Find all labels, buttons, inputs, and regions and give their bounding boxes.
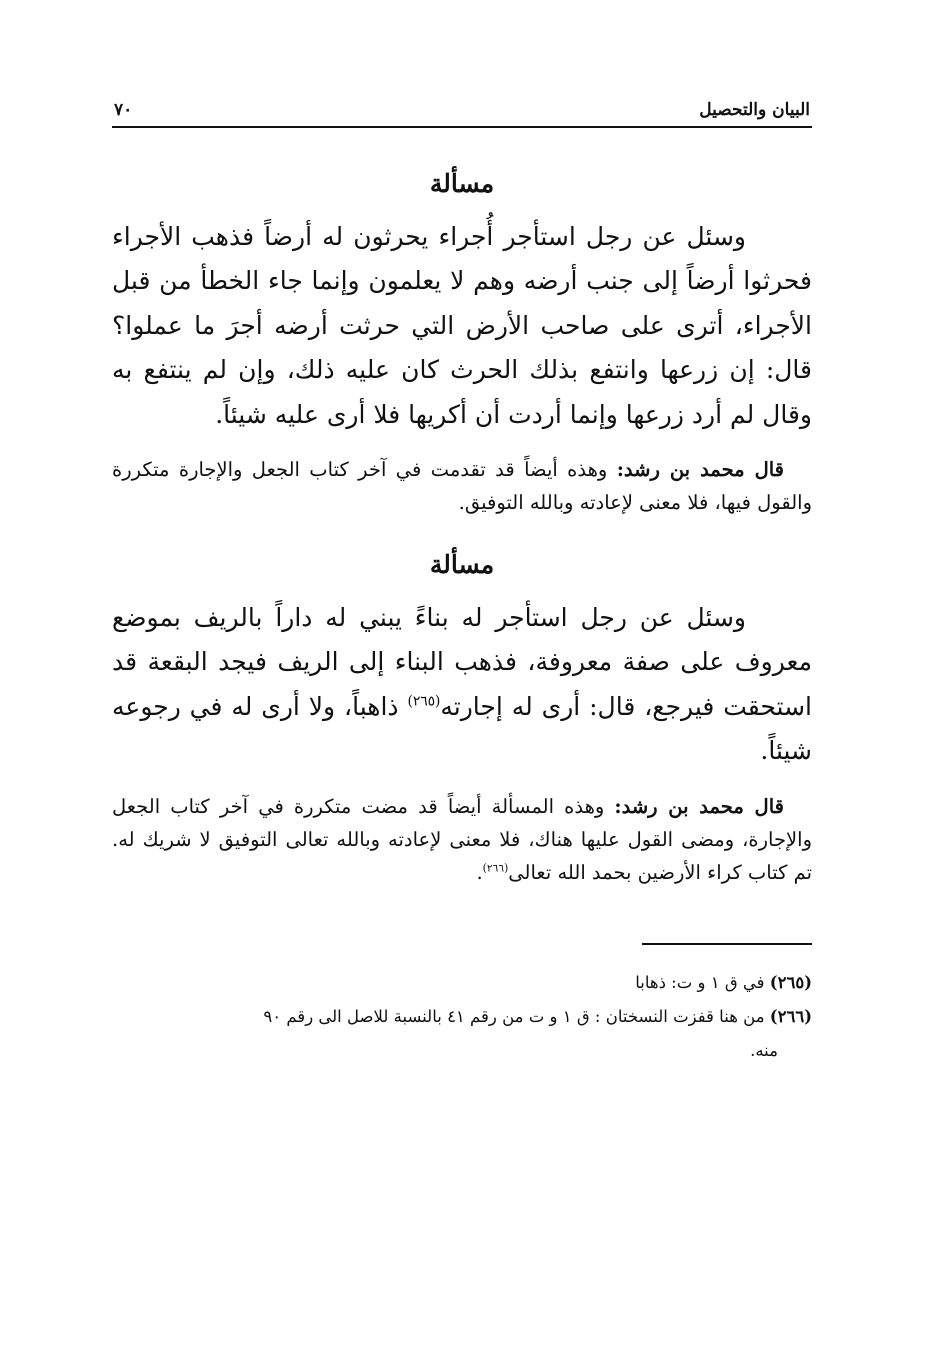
issue-title: مسألة <box>429 169 495 199</box>
footnote-text: في ق ١ و ت: ذهابا <box>635 973 770 992</box>
commentary-speaker: قال محمد بن رشد: <box>614 794 784 818</box>
question-text: وسئل عن رجل استأجر أُجراء يحرثون له أرضاً فذهب الأجراء فحرثوا أرضاً إلى جنب أرضه وهم لا يعلمون وإنما جاء الخطأ من قبل الأجراء، أترى على صاحب الأرض التي حرثت أرضه أجرَ ما عملوا؟ قال: إن زرعها وانتفع بذلك الحرث كان عليه ذلك، وإن لم ينتفع به وقال لم أرد زرعها وإنما أردت أن أكريها فلا أرى عليه شيئاً. <box>112 221 812 429</box>
commentary-text: وهذه المسألة أيضاً قد مضت متكررة في آخر كتاب الجعل والإجارة، ومضى القول عليها هناك، فلا معنى لإعادته وبالله تعالى التوفيق لا شريك له. تم كتاب كراء الأرضين بحمد الله تعالى <box>112 794 812 884</box>
commentary-text: . <box>476 860 483 884</box>
ibn-rushd-commentary <box>112 453 812 519</box>
question-text: وسئل عن رجل استأجر له بناءً يبني له داراً بالريف بموضع معروف على صفة معروفة، فذهب البناء إلى الريف فيجد البقعة قد استحقت فيرجع، قال: أرى له إجارته <box>112 602 812 721</box>
commentary-text: وهذه أيضاً قد تقدمت في آخر كتاب الجعل والإجارة متكررة والقول فيها، فلا معنى لإعادته وبالله التوفيق. <box>112 458 812 515</box>
footnote-text: من هنا قفزت النسختان : ق ١ و ت من رقم ٤١ بالنسبة للاصل الى رقم ٩٠ <box>263 1007 770 1026</box>
footnotes <box>112 966 812 1068</box>
footnote-reference[interactable]: (٢٦٥) <box>407 693 441 710</box>
issue-question <box>112 596 812 774</box>
commentary-speaker: قال محمد بن رشد: <box>616 458 784 482</box>
footnote-number: (٢٦٥) <box>769 973 812 992</box>
footnote-continuation: منه. <box>750 1041 778 1060</box>
running-head <box>112 100 812 128</box>
footnote-number: (٢٦٦) <box>769 1007 812 1026</box>
footnote-reference[interactable]: (٢٦٦) <box>482 861 509 875</box>
footnote <box>112 1000 812 1034</box>
book-page <box>112 100 812 1060</box>
issue-question <box>112 215 812 438</box>
book-title: البيان والتحصيل <box>699 100 810 120</box>
ibn-rushd-commentary <box>112 790 812 889</box>
question-text: ذاهباً، ولا أرى له في رجوعه شيئاً. <box>112 691 812 766</box>
footnote-separator <box>642 943 812 945</box>
footnote <box>112 966 812 1000</box>
issue-title: مسألة <box>429 550 495 580</box>
page-number: ٧٠ <box>114 100 133 120</box>
